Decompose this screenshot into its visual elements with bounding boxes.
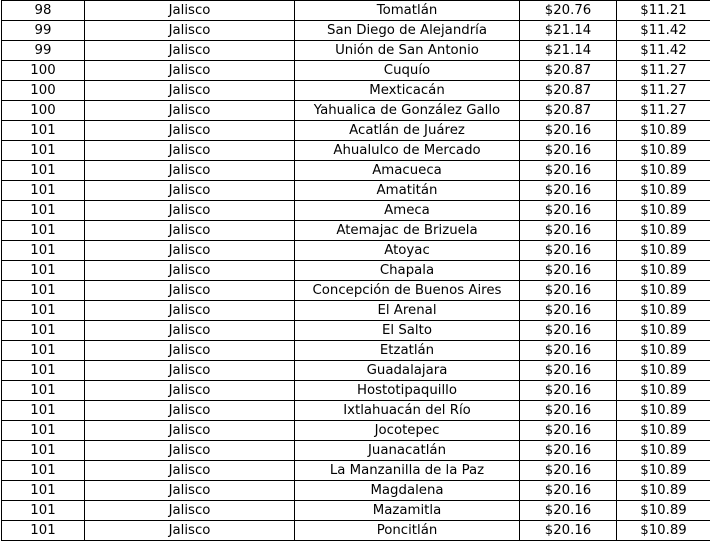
table-row: [2, 1, 710, 21]
rank-cell: 101: [2, 141, 85, 161]
table-row: [2, 81, 710, 101]
rank-cell: 99: [2, 41, 85, 61]
price-b-cell: $10.89: [617, 521, 710, 541]
rank-cell: 101: [2, 301, 85, 321]
table-row: [2, 361, 710, 381]
table-row: [2, 201, 710, 221]
municipality-cell: Ahualulco de Mercado: [295, 141, 520, 161]
municipality-cell: Atoyac: [295, 241, 520, 261]
rank-cell: 101: [2, 161, 85, 181]
price-a-cell: $20.16: [520, 261, 617, 281]
municipality-cell: Hostotipaquillo: [295, 381, 520, 401]
table-row: [2, 461, 710, 481]
state-cell: Jalisco: [85, 361, 295, 381]
table-row: [2, 281, 710, 301]
state-cell: Jalisco: [85, 41, 295, 61]
price-b-cell: $11.27: [617, 101, 710, 121]
table-row: [2, 501, 710, 521]
price-b-cell: $11.27: [617, 61, 710, 81]
price-b-cell: $11.27: [617, 81, 710, 101]
price-b-cell: $10.89: [617, 281, 710, 301]
price-b-cell: $10.89: [617, 301, 710, 321]
rank-cell: 101: [2, 261, 85, 281]
price-a-cell: $20.16: [520, 181, 617, 201]
municipality-cell: Yahualica de González Gallo: [295, 101, 520, 121]
price-a-cell: $20.16: [520, 481, 617, 501]
price-b-cell: $10.89: [617, 241, 710, 261]
state-cell: Jalisco: [85, 1, 295, 21]
price-b-cell: $10.89: [617, 261, 710, 281]
price-b-cell: $10.89: [617, 161, 710, 181]
municipality-cell: Magdalena: [295, 481, 520, 501]
price-b-cell: $10.89: [617, 361, 710, 381]
state-cell: Jalisco: [85, 521, 295, 541]
price-a-cell: $20.16: [520, 221, 617, 241]
table-body: [2, 1, 710, 541]
price-b-cell: $10.89: [617, 461, 710, 481]
state-cell: Jalisco: [85, 261, 295, 281]
rank-cell: 101: [2, 461, 85, 481]
price-a-cell: $20.16: [520, 161, 617, 181]
rank-cell: 101: [2, 281, 85, 301]
price-a-cell: $20.16: [520, 381, 617, 401]
price-b-cell: $10.89: [617, 181, 710, 201]
price-a-cell: $20.87: [520, 101, 617, 121]
rank-cell: 101: [2, 341, 85, 361]
rank-cell: 101: [2, 201, 85, 221]
municipality-cell: Unión de San Antonio: [295, 41, 520, 61]
rank-cell: 101: [2, 521, 85, 541]
price-b-cell: $10.89: [617, 321, 710, 341]
price-a-cell: $20.16: [520, 241, 617, 261]
price-a-cell: $20.16: [520, 281, 617, 301]
price-b-cell: $10.89: [617, 481, 710, 501]
price-b-cell: $11.42: [617, 41, 710, 61]
state-cell: Jalisco: [85, 161, 295, 181]
table-row: [2, 401, 710, 421]
municipality-cell: Guadalajara: [295, 361, 520, 381]
state-cell: Jalisco: [85, 201, 295, 221]
price-a-cell: $20.16: [520, 521, 617, 541]
state-cell: Jalisco: [85, 321, 295, 341]
municipality-cell: Etzatlán: [295, 341, 520, 361]
table-row: [2, 141, 710, 161]
municipality-cell: Jocotepec: [295, 421, 520, 441]
municipality-cell: Tomatlán: [295, 1, 520, 21]
price-a-cell: $20.16: [520, 141, 617, 161]
table-row: [2, 521, 710, 541]
rank-cell: 101: [2, 181, 85, 201]
price-b-cell: $10.89: [617, 401, 710, 421]
table-row: [2, 221, 710, 241]
state-cell: Jalisco: [85, 181, 295, 201]
price-a-cell: $20.87: [520, 61, 617, 81]
rank-cell: 100: [2, 61, 85, 81]
municipality-cell: San Diego de Alejandría: [295, 21, 520, 41]
state-cell: Jalisco: [85, 441, 295, 461]
price-b-cell: $10.89: [617, 121, 710, 141]
rank-cell: 101: [2, 421, 85, 441]
municipality-cell: Amacueca: [295, 161, 520, 181]
rank-cell: 101: [2, 321, 85, 341]
state-cell: Jalisco: [85, 61, 295, 81]
municipality-cell: Chapala: [295, 261, 520, 281]
rank-cell: 101: [2, 401, 85, 421]
table-row: [2, 341, 710, 361]
state-cell: Jalisco: [85, 461, 295, 481]
price-a-cell: $20.16: [520, 301, 617, 321]
rank-cell: 100: [2, 101, 85, 121]
municipality-cell: Atemajac de Brizuela: [295, 221, 520, 241]
state-cell: Jalisco: [85, 221, 295, 241]
rank-cell: 101: [2, 481, 85, 501]
municipality-cell: Mexticacán: [295, 81, 520, 101]
table-row: [2, 121, 710, 141]
table-row: [2, 441, 710, 461]
state-cell: Jalisco: [85, 241, 295, 261]
state-cell: Jalisco: [85, 481, 295, 501]
state-cell: Jalisco: [85, 401, 295, 421]
price-a-cell: $20.16: [520, 121, 617, 141]
state-cell: Jalisco: [85, 81, 295, 101]
data-table: [1, 0, 710, 541]
price-a-cell: $20.16: [520, 361, 617, 381]
price-b-cell: $10.89: [617, 141, 710, 161]
rank-cell: 101: [2, 501, 85, 521]
municipality-cell: Acatlán de Juárez: [295, 121, 520, 141]
municipality-cell: El Arenal: [295, 301, 520, 321]
state-cell: Jalisco: [85, 141, 295, 161]
rank-cell: 101: [2, 381, 85, 401]
price-b-cell: $10.89: [617, 441, 710, 461]
state-cell: Jalisco: [85, 301, 295, 321]
price-a-cell: $20.76: [520, 1, 617, 21]
table-row: [2, 301, 710, 321]
state-cell: Jalisco: [85, 121, 295, 141]
rank-cell: 101: [2, 121, 85, 141]
table-row: [2, 101, 710, 121]
price-b-cell: $10.89: [617, 501, 710, 521]
state-cell: Jalisco: [85, 281, 295, 301]
table-row: [2, 481, 710, 501]
table-row: [2, 181, 710, 201]
table-row: [2, 161, 710, 181]
state-cell: Jalisco: [85, 421, 295, 441]
municipality-cell: Amatitán: [295, 181, 520, 201]
price-a-cell: $20.16: [520, 501, 617, 521]
state-cell: Jalisco: [85, 341, 295, 361]
table-row: [2, 261, 710, 281]
municipality-cell: Juanacatlán: [295, 441, 520, 461]
municipality-cell: Poncitlán: [295, 521, 520, 541]
table-row: [2, 41, 710, 61]
municipality-cell: El Salto: [295, 321, 520, 341]
price-b-cell: $10.89: [617, 341, 710, 361]
price-a-cell: $20.16: [520, 321, 617, 341]
price-b-cell: $10.89: [617, 201, 710, 221]
municipality-cell: Cuquío: [295, 61, 520, 81]
price-a-cell: $20.16: [520, 441, 617, 461]
table-row: [2, 421, 710, 441]
municipality-cell: Concepción de Buenos Aires: [295, 281, 520, 301]
price-a-cell: $20.16: [520, 401, 617, 421]
rank-cell: 98: [2, 1, 85, 21]
rank-cell: 99: [2, 21, 85, 41]
state-cell: Jalisco: [85, 501, 295, 521]
municipality-cell: La Manzanilla de la Paz: [295, 461, 520, 481]
price-a-cell: $20.87: [520, 81, 617, 101]
price-b-cell: $10.89: [617, 221, 710, 241]
price-a-cell: $21.14: [520, 41, 617, 61]
price-b-cell: $10.89: [617, 381, 710, 401]
table-row: [2, 61, 710, 81]
table-row: [2, 21, 710, 41]
price-a-cell: $21.14: [520, 21, 617, 41]
table-row: [2, 241, 710, 261]
rank-cell: 101: [2, 361, 85, 381]
municipality-cell: Mazamitla: [295, 501, 520, 521]
price-a-cell: $20.16: [520, 461, 617, 481]
price-b-cell: $11.21: [617, 1, 710, 21]
table-row: [2, 381, 710, 401]
state-cell: Jalisco: [85, 21, 295, 41]
rank-cell: 100: [2, 81, 85, 101]
price-b-cell: $11.42: [617, 21, 710, 41]
price-a-cell: $20.16: [520, 201, 617, 221]
state-cell: Jalisco: [85, 381, 295, 401]
state-cell: Jalisco: [85, 101, 295, 121]
table-row: [2, 321, 710, 341]
price-a-cell: $20.16: [520, 421, 617, 441]
municipality-cell: Ameca: [295, 201, 520, 221]
price-b-cell: $10.89: [617, 421, 710, 441]
rank-cell: 101: [2, 221, 85, 241]
price-a-cell: $20.16: [520, 341, 617, 361]
municipality-cell: Ixtlahuacán del Río: [295, 401, 520, 421]
rank-cell: 101: [2, 441, 85, 461]
rank-cell: 101: [2, 241, 85, 261]
